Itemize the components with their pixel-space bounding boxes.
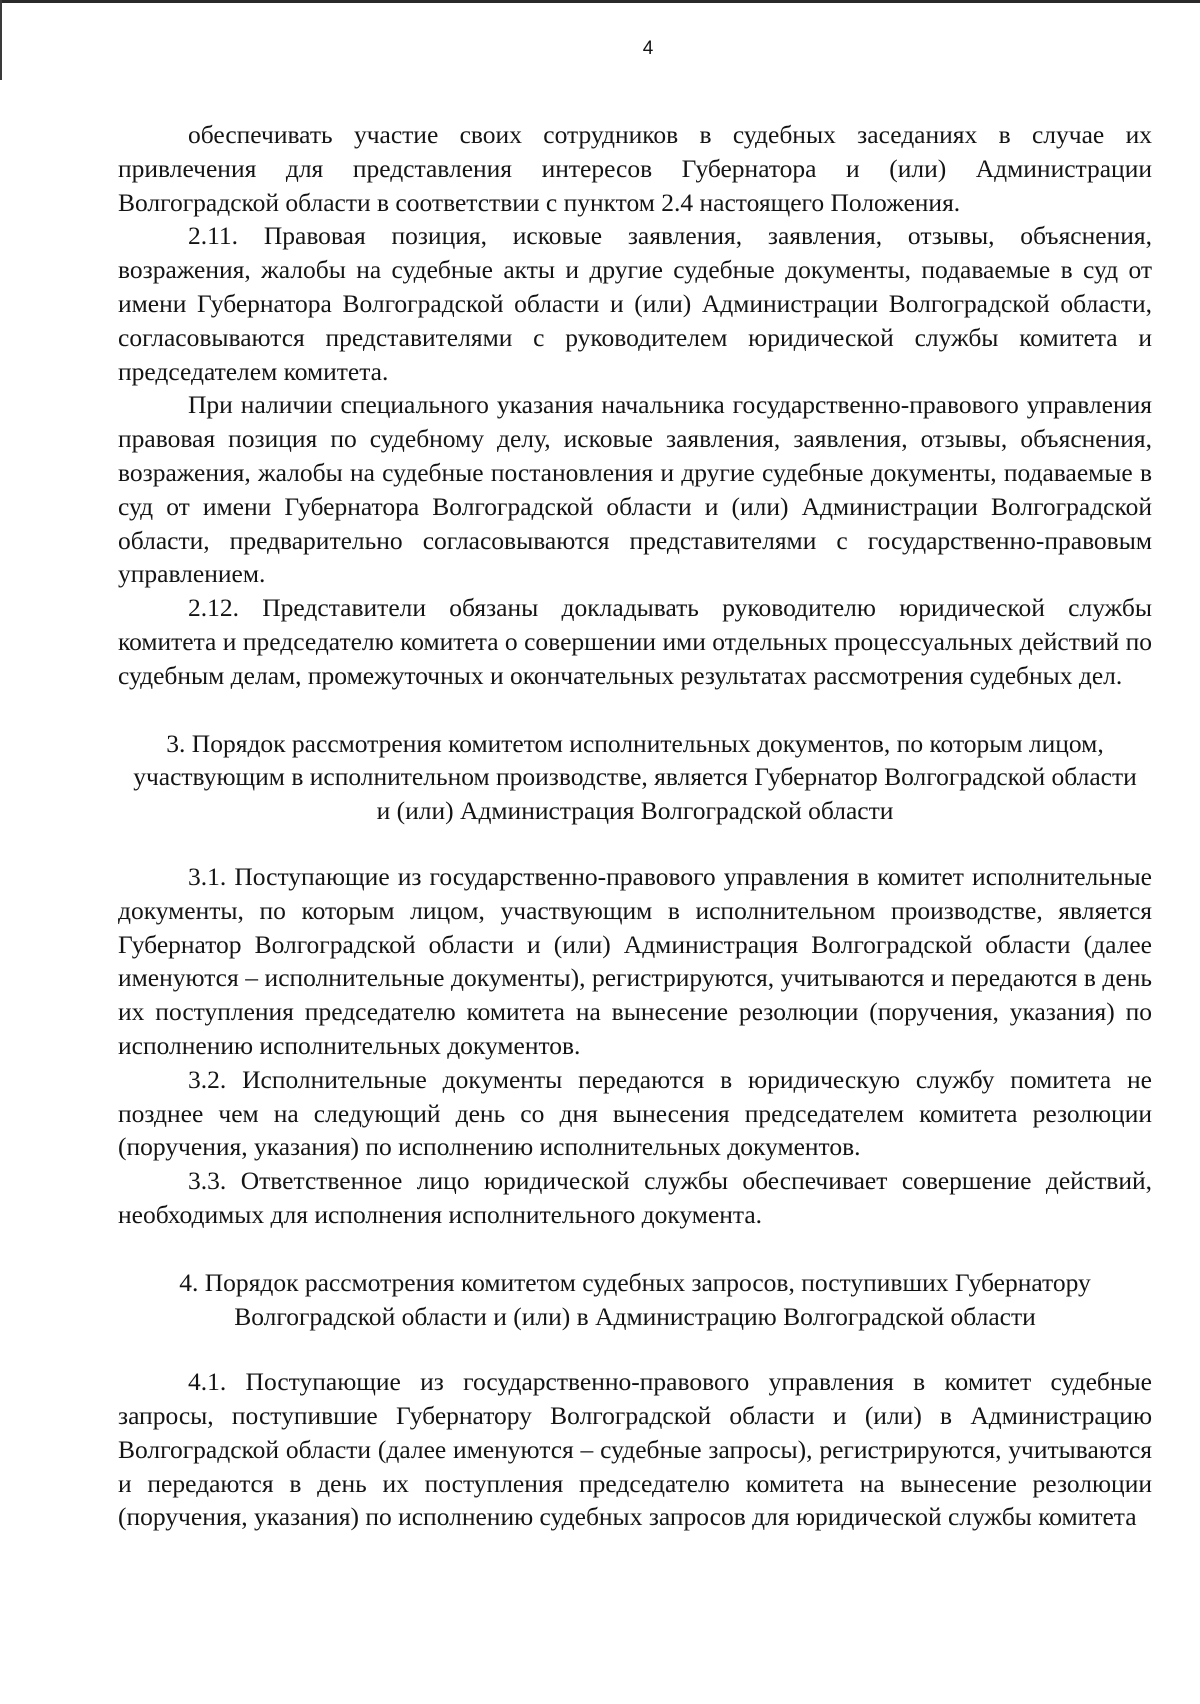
document-page — [118, 38, 1152, 1534]
paragraph-2-12: 2.12. Представители обязаны докладывать руководителю юридической службы комитета и председателю комитета о совершении ими отдельных процессуальных действий по судебным делам, промежуточных и окончательных результатах рассмотрения судебных дел. — [118, 593, 1152, 690]
scan-edge-left — [0, 0, 2, 80]
scan-edge-top — [0, 0, 1200, 3]
paragraph-continuation: обеспечивать участие своих сотрудников в судебных заседаниях в случае их привлечения для представления интересов Губернатора и (или) Администрации Волгоградской области в соответствии с пунктом 2.4 настоящего Положения. — [118, 120, 1152, 217]
paragraph-2-11: 2.11. Правовая позиция, исковые заявления, заявления, отзывы, объяснения, возражения, жалобы на судебные акты и другие судебные документы, подаваемые в суд от имени Губернатора Волгоградской области и (или) Администрации Волгоградской области, согласовываются представителями с руководителем юридической службы комитета и председателем комитета. — [118, 221, 1152, 386]
paragraph-3-1: 3.1. Поступающие из государственно-правового управления в комитет исполнительные документы, по которым лицом, участвующим в исполнительном производстве, является Губернатор Волгоградской области и (или) Администрация Волгоградской области (далее именуются – исполнительные документы), регистрируются, учитываются и передаются в день их поступления председателю комитета на вынесение резолюции (поручения, указания) по исполнению исполнительных документов. — [118, 861, 1152, 1060]
section-4-heading: 4. Порядок рассмотрения комитетом судебных запросов, поступивших Губернатору Волгоградской области и (или) в Администрацию Волгоградской области — [179, 1267, 1091, 1331]
section-3-heading: 3. Порядок рассмотрения комитетом исполнительных документов, по которым лицом, участвующим в исполнительном производстве, является Губернатор Волгоградской области и (или) Администрация Волгоградской области — [133, 728, 1137, 826]
paragraph-special-instruction: При наличии специального указания начальника государственно-правового управления правовая позиция по судебному делу, исковые заявления, заявления, отзывы, объяснения, возражения, жалобы на судебные постановления и другие судебные документы, подаваемые в суд от имени Губернатора Волгоградской области и (или) Администрации Волгоградской области, предварительно согласовываются представителями с государственно-правовым управлением. — [118, 390, 1152, 589]
paragraph-4-1: 4.1. Поступающие из государственно-правового управления в комитет судебные запросы, поступившие Губернатору Волгоградской области и (или) в Администрацию Волгоградской области (далее именуются – судебные запросы), регистрируются, учитываются и передаются в день их поступления председателю комитета на вынесение резолюции (поручения, указания) по исполнению судебных запросов для юридической службы комитета — [118, 1367, 1152, 1532]
paragraph-3-2: 3.2. Исполнительные документы передаются в юридическую службу помитета не позднее чем на следующий день со дня вынесения председателем комитета резолюции (поручения, указания) по исполнению исполнительных документов. — [118, 1064, 1152, 1162]
page-number: 4 — [642, 38, 654, 59]
paragraph-3-3: 3.3. Ответственное лицо юридической службы обеспечивает совершение действий, необходимых для исполнения исполнительного документа. — [118, 1166, 1152, 1229]
